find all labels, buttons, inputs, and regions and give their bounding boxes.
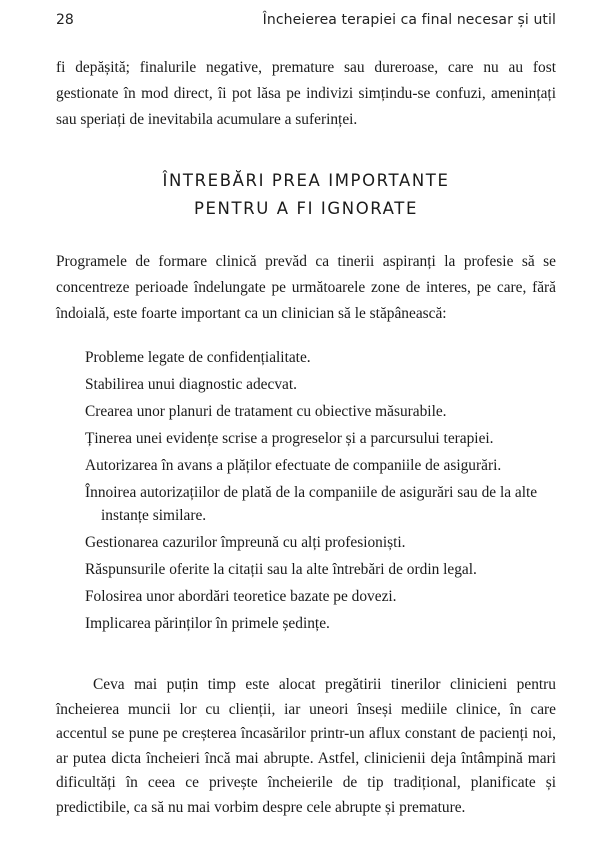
paragraph-top: fi depășită; finalurile negative, premature sau dureroase, care nu au fost gestionate în mod direct, îi pot lăsa pe indivizi simțindu-se confuzi, amenințați sau speriați de inevitabila acumulare a suferinței. [56, 59, 556, 128]
list-item: Crearea unor planuri de tratament cu obiective măsurabile. [85, 403, 447, 420]
list-item: Probleme legate de confidențialitate. [85, 349, 311, 366]
page-header [56, 12, 556, 32]
running-title: Încheierea terapiei ca final necesar și util [262, 12, 556, 28]
list-item: Stabilirea unui diagnostic adecvat. [85, 376, 297, 393]
section-heading-line-1: ÎNTREBĂRI PREA IMPORTANTE [162, 171, 450, 190]
list-item: Folosirea unor abordări teoretice bazate pe dovezi. [85, 588, 397, 605]
list-item: Răspunsurile oferite la citații sau la alte întrebări de ordin legal. [85, 561, 477, 578]
list-item: Autorizarea în avans a plăților efectuate de companiile de asigurări. [85, 457, 502, 474]
list-item: Implicarea părinților în primele ședințe. [85, 615, 330, 632]
list-item: Înnoirea autorizațiilor de plată de la companiile de asigurări sau de la alte instanțe similare. [85, 484, 538, 524]
section-heading-line-2: PENTRU A FI IGNORATE [193, 199, 418, 218]
section-heading [56, 167, 556, 223]
training-topics-list [85, 346, 560, 639]
list-item: Ținerea unei evidențe scrise a progreselor și a parcursului terapiei. [85, 430, 494, 447]
paragraph-end: Ceva mai puțin timp este alocat pregătirii tinerilor clinicieni pentru încheierea muncii lor cu clienții, iar uneori înseși mediile clinice, în care accentul se pune pe creșterea încasărilor printr-un aflux constant de pacienți noi, ar putea dicta încheieri încă mai abrupte. Astfel, clinicienii deja întâmpină mari dificultăți în ceea ce privește încheierile de tip tradițional, planificate și predictibile, ca să nu mai vorbim despre cele abrupte și premature. [56, 676, 556, 816]
paragraph-intro: Programele de formare clinică prevăd ca tinerii aspiranți la profesie să se concentreze perioade îndelungate pe următoarele zone de interes, pe care, fără îndoială, este foarte important ca un clinician să le stăpânească: [56, 253, 556, 322]
page-number: 28 [56, 12, 74, 28]
list-item: Gestionarea cazurilor împreună cu alți profesioniști. [85, 534, 406, 551]
